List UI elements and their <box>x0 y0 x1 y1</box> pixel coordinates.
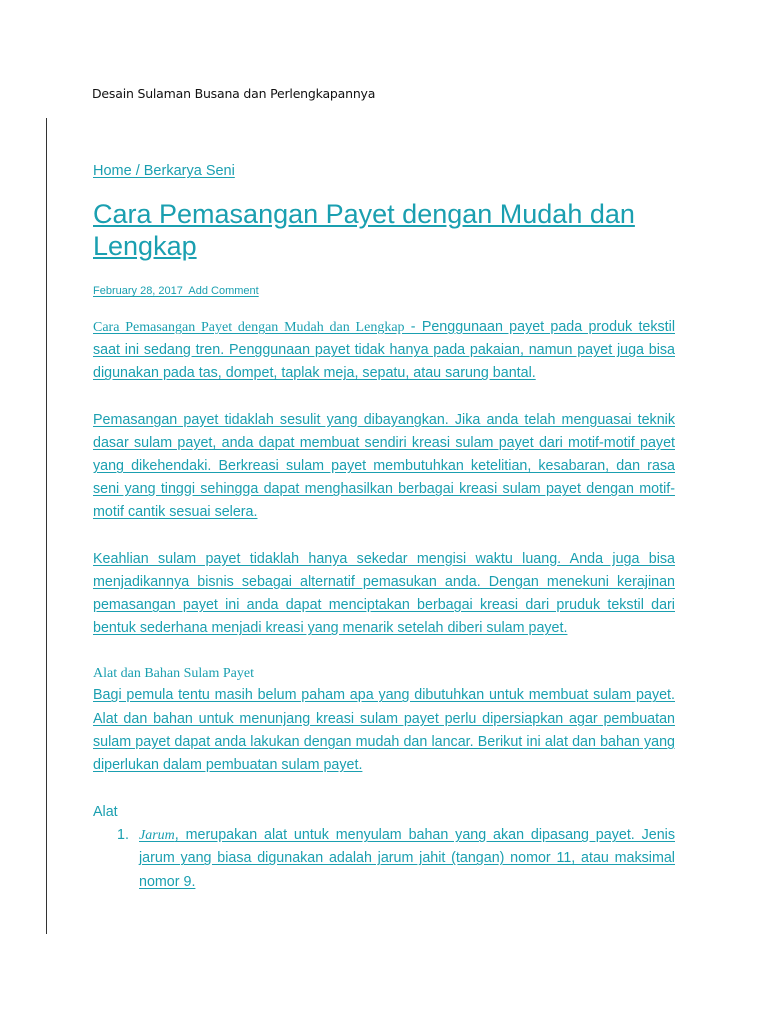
article-title-link[interactable]: Cara Pemasangan Payet dengan Mudah dan Lengkap <box>93 199 635 261</box>
intro-paragraph[interactable] <box>93 316 675 386</box>
breadcrumb-link[interactable]: Home / Berkarya Seni <box>93 163 235 179</box>
breadcrumb[interactable] <box>93 160 675 182</box>
alat-heading: Alat <box>93 804 118 821</box>
article-meta-link[interactable]: February 28, 2017 Add Comment <box>93 285 259 297</box>
article-title[interactable] <box>93 198 675 262</box>
list-item-description: , merupakan alat untuk menyulam bahan yang akan dipasang payet. Jenis jarum yang biasa digunakan adalah jarum jahit (tangan) nomor 11, atau maksimal nomor 9. <box>139 827 675 890</box>
list-item-term: Jarum <box>139 828 175 844</box>
intro-paragraph-link[interactable] <box>93 319 675 381</box>
paragraph-2[interactable] <box>93 409 675 525</box>
paragraph-3-link[interactable]: Keahlian sulam payet tidaklah hanya sekedar mengisi waktu luang. Anda juga bisa menjadikannya bisnis sebagai alternatif pemasukan anda. Dengan menekuni kerajinan pemasangan payet ini anda dapat menciptakan berbagai kreasi dari pruduk tekstil dari bentuk sederhana menjadi kreasi yang menarik setelah diberi sulam payet. <box>93 550 675 637</box>
paragraph-3[interactable] <box>93 548 675 641</box>
paragraph-2-link[interactable]: Pemasangan payet tidaklah sesulit yang dibayangkan. Jika anda telah menguasai teknik dasar sulam payet, anda dapat membuat sendiri kreasi sulam payet dari motif-motif payet yang dikehendaki. Berkreasi sulam payet membutuhkan ketelitian, kesabaran, dan rasa seni yang tinggi sehingga dapat menghasilkan berbagai kreasi sulam payet dengan motif-motif cantik sesuai selera. <box>93 411 675 521</box>
paragraph-4[interactable] <box>93 684 675 777</box>
section-heading: Alat dan Bahan Sulam Payet <box>93 666 254 682</box>
list-item-number: 1. <box>117 827 129 844</box>
left-margin-rule <box>46 118 47 934</box>
article-content <box>93 160 675 894</box>
alat-list <box>93 824 675 894</box>
paragraph-4-link[interactable]: Bagi pemula tentu masih belum paham apa yang dibutuhkan untuk membuat sulam payet. Alat dan bahan untuk menunjang kreasi sulam payet perlu dipersiapkan agar pembuatan sulam payet dapat anda lakukan dengan mudah dan lancar. Berikut ini alat dan bahan yang diperlukan dalam pembuatan sulam payet. <box>93 687 675 774</box>
intro-title: Cara Pemasangan Payet dengan Mudah dan Lengkap <box>93 320 405 335</box>
list-item-text[interactable] <box>139 824 675 894</box>
list-item-link[interactable] <box>139 827 675 889</box>
list-item[interactable] <box>93 824 675 894</box>
intro-text: - Penggunaan payet pada produk tekstil saat ini sedang tren. Penggunaan payet tidak hanya pada pakaian, namun payet juga bisa digunakan pada tas, dompet, taplak meja, sepatu, atau sarung bantal. <box>93 319 675 382</box>
site-title: Desain Sulaman Busana dan Perlengkapannya <box>92 86 376 101</box>
article-meta[interactable] <box>93 284 675 298</box>
